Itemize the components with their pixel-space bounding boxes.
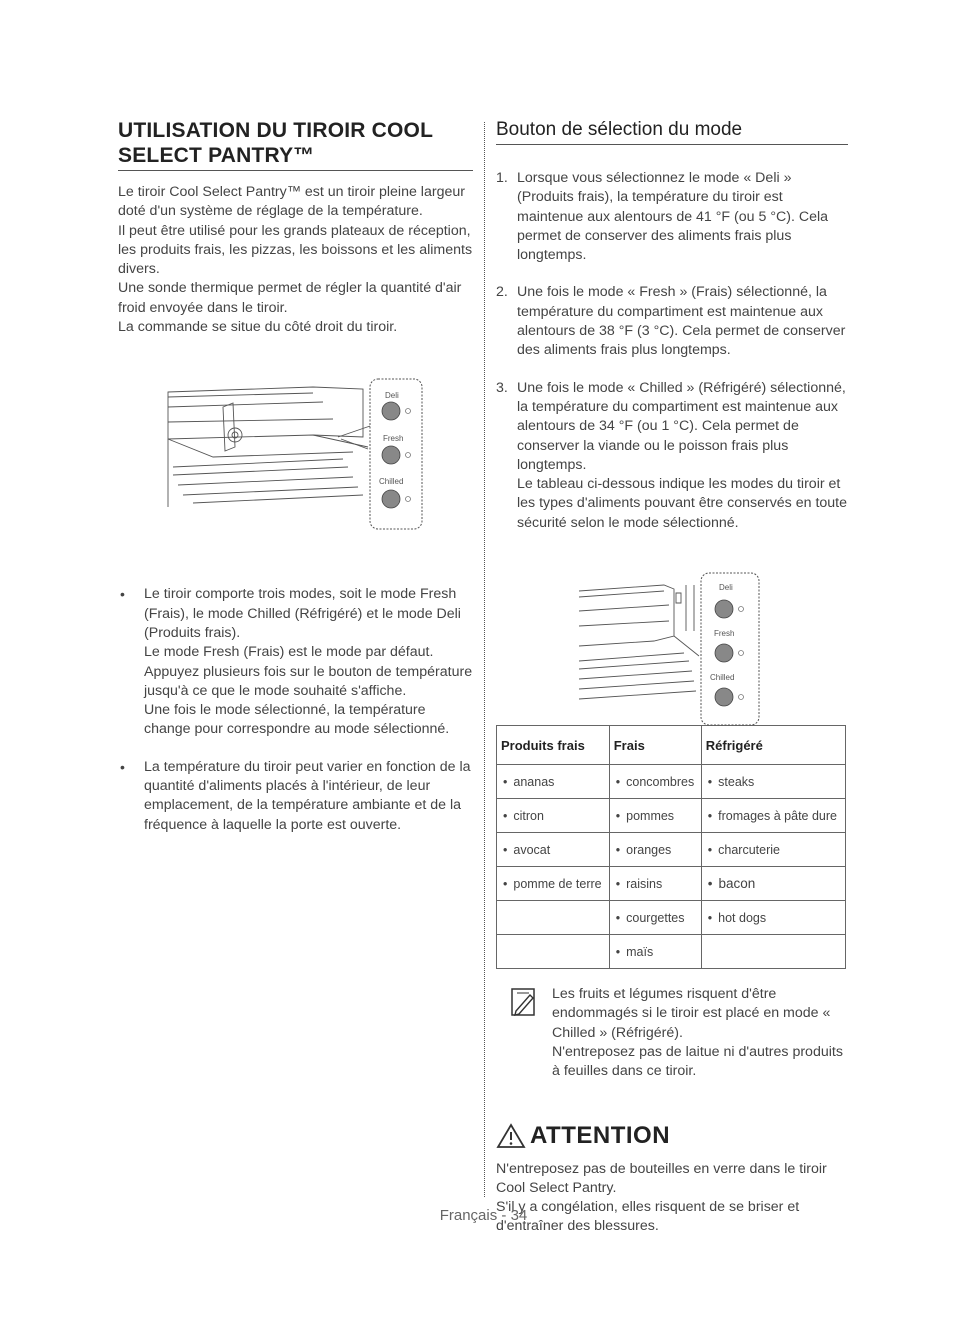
table-row xyxy=(497,833,846,867)
table-cell xyxy=(497,935,610,969)
table-row xyxy=(497,901,846,935)
intro-text xyxy=(118,183,473,337)
intro-paragraph: Il peut être utilisé pour les grands plateaux de réception, les produits frais, les pizzas, les boissons et les aliments divers. xyxy=(118,222,473,278)
right-column xyxy=(496,118,848,1237)
list-item: • Le tiroir comporte trois modes, soit le mode Fresh (Frais), le mode Chilled (Réfrigéré) et le mode Deli (Produits frais). Le mode Fresh (Frais) est le mode par défaut. Appuyez plusieurs fois sur le bouton de température jusqu'à ce que le mode souhaité s'affiche. Une fois le mode sélectionné, la température change pour correspondre au mode sélectionné. xyxy=(120,586,473,738)
table-cell: • charcuterie xyxy=(701,833,845,867)
deli-label: Deli xyxy=(719,583,733,593)
warning-icon xyxy=(496,1123,526,1149)
list-item: 2. Une fois le mode « Fresh » (Frais) sélectionné, la température du compartiment est maintenue aux alentours de 38 °F (3 °C). Cela permet de conserver des aliments frais plus longtemps. xyxy=(496,284,846,359)
chilled-label: Chilled xyxy=(710,673,735,683)
section-title: Bouton de sélection du mode xyxy=(496,118,848,145)
list-item: • La température du tiroir peut varier en fonction de la quantité d'aliments placés à l'intérieur, de leur emplacement, de la température ambiante et de la fréquence à laquelle la porte est ouverte. xyxy=(120,758,471,833)
table-cell: • bacon xyxy=(701,867,845,901)
table-cell: • citron xyxy=(497,799,610,833)
drawer-illustration xyxy=(163,377,433,537)
fresh-label: Fresh xyxy=(383,434,404,444)
deli-label: Deli xyxy=(385,391,399,401)
list-item: 3. Une fois le mode « Chilled » (Réfrigéré) sélectionné, la température du compartiment est maintenue aux alentours de 34 °F (ou 1 °C). Cela permet de conserver la viande ou le poisson frais plus longtemps. Le tableau ci-dessous indique les modes du tiroir et les types d'aliments pouvant être conservés en toute sécurité selon le mode sélectionné. xyxy=(496,379,847,531)
intro-paragraph: La commande se situe du côté droit du tiroir. xyxy=(118,319,398,336)
bullet-icon: • xyxy=(120,758,125,775)
table-cell: • maïs xyxy=(609,935,701,969)
table-row xyxy=(497,765,846,799)
table-cell: • raisins xyxy=(609,867,701,901)
note-pencil-icon xyxy=(510,987,538,1017)
attention-text: N'entreposez pas de bouteilles en verre dans le tiroir Cool Select Pantry. S'il y a congélation, elles risquent de se briser et d'entraîner des blessures. xyxy=(496,1160,827,1235)
table-header-row xyxy=(497,726,846,765)
mode-food-table xyxy=(496,725,846,969)
column-header: Réfrigéré xyxy=(701,726,845,765)
table-row xyxy=(497,935,846,969)
table-cell: • pomme de terre xyxy=(497,867,610,901)
table-cell: • fromages à pâte dure xyxy=(701,799,845,833)
intro-paragraph: Une sonde thermique permet de régler la quantité d'air froid envoyée dans le tiroir. xyxy=(118,280,462,316)
mode-steps xyxy=(496,151,848,551)
attention-header xyxy=(496,1122,848,1150)
table-cell xyxy=(497,901,610,935)
table-cell: • courgettes xyxy=(609,901,701,935)
note-block xyxy=(496,985,848,1081)
table-cell: • ananas xyxy=(497,765,610,799)
bullet-icon: • xyxy=(120,586,125,603)
fresh-label: Fresh xyxy=(714,629,735,639)
table-row xyxy=(497,799,846,833)
table-cell: • hot dogs xyxy=(701,901,845,935)
left-column xyxy=(118,118,473,853)
chilled-label: Chilled xyxy=(379,477,404,487)
column-divider xyxy=(484,122,485,1197)
list-item: 1. Lorsque vous sélectionnez le mode « Deli » (Produits frais), la température du tiroir est maintenue aux alentours de 41 °F (ou 5 °C). Cela permet de conserver des aliments frais plus longtemps. xyxy=(496,170,829,264)
table-cell: • avocat xyxy=(497,833,610,867)
table-cell: • concombres xyxy=(609,765,701,799)
column-header: Frais xyxy=(609,726,701,765)
page-footer: Français - 34 xyxy=(439,1207,528,1224)
notes-list xyxy=(118,567,473,853)
section-title: UTILISATION DU TIROIR COOL SELECT PANTRY™ xyxy=(118,118,473,171)
table-cell: • steaks xyxy=(701,765,845,799)
intro-paragraph: Le tiroir Cool Select Pantry™ est un tiroir pleine largeur doté d'un système de réglage de la température. xyxy=(118,184,465,220)
control-panel-illustration xyxy=(574,571,774,731)
note-text: Les fruits et légumes risquent d'être endommagés si le tiroir est placé en mode « Chilled » (Réfrigéré). N'entreposez pas de laitue ni d'autres produits à feuilles dans ce tiroir. xyxy=(552,986,843,1080)
column-header: Produits frais xyxy=(497,726,610,765)
table-cell xyxy=(701,935,845,969)
table-cell: • pommes xyxy=(609,799,701,833)
table-cell: • oranges xyxy=(609,833,701,867)
table-row xyxy=(497,867,846,901)
attention-title: ATTENTION xyxy=(530,1121,671,1149)
